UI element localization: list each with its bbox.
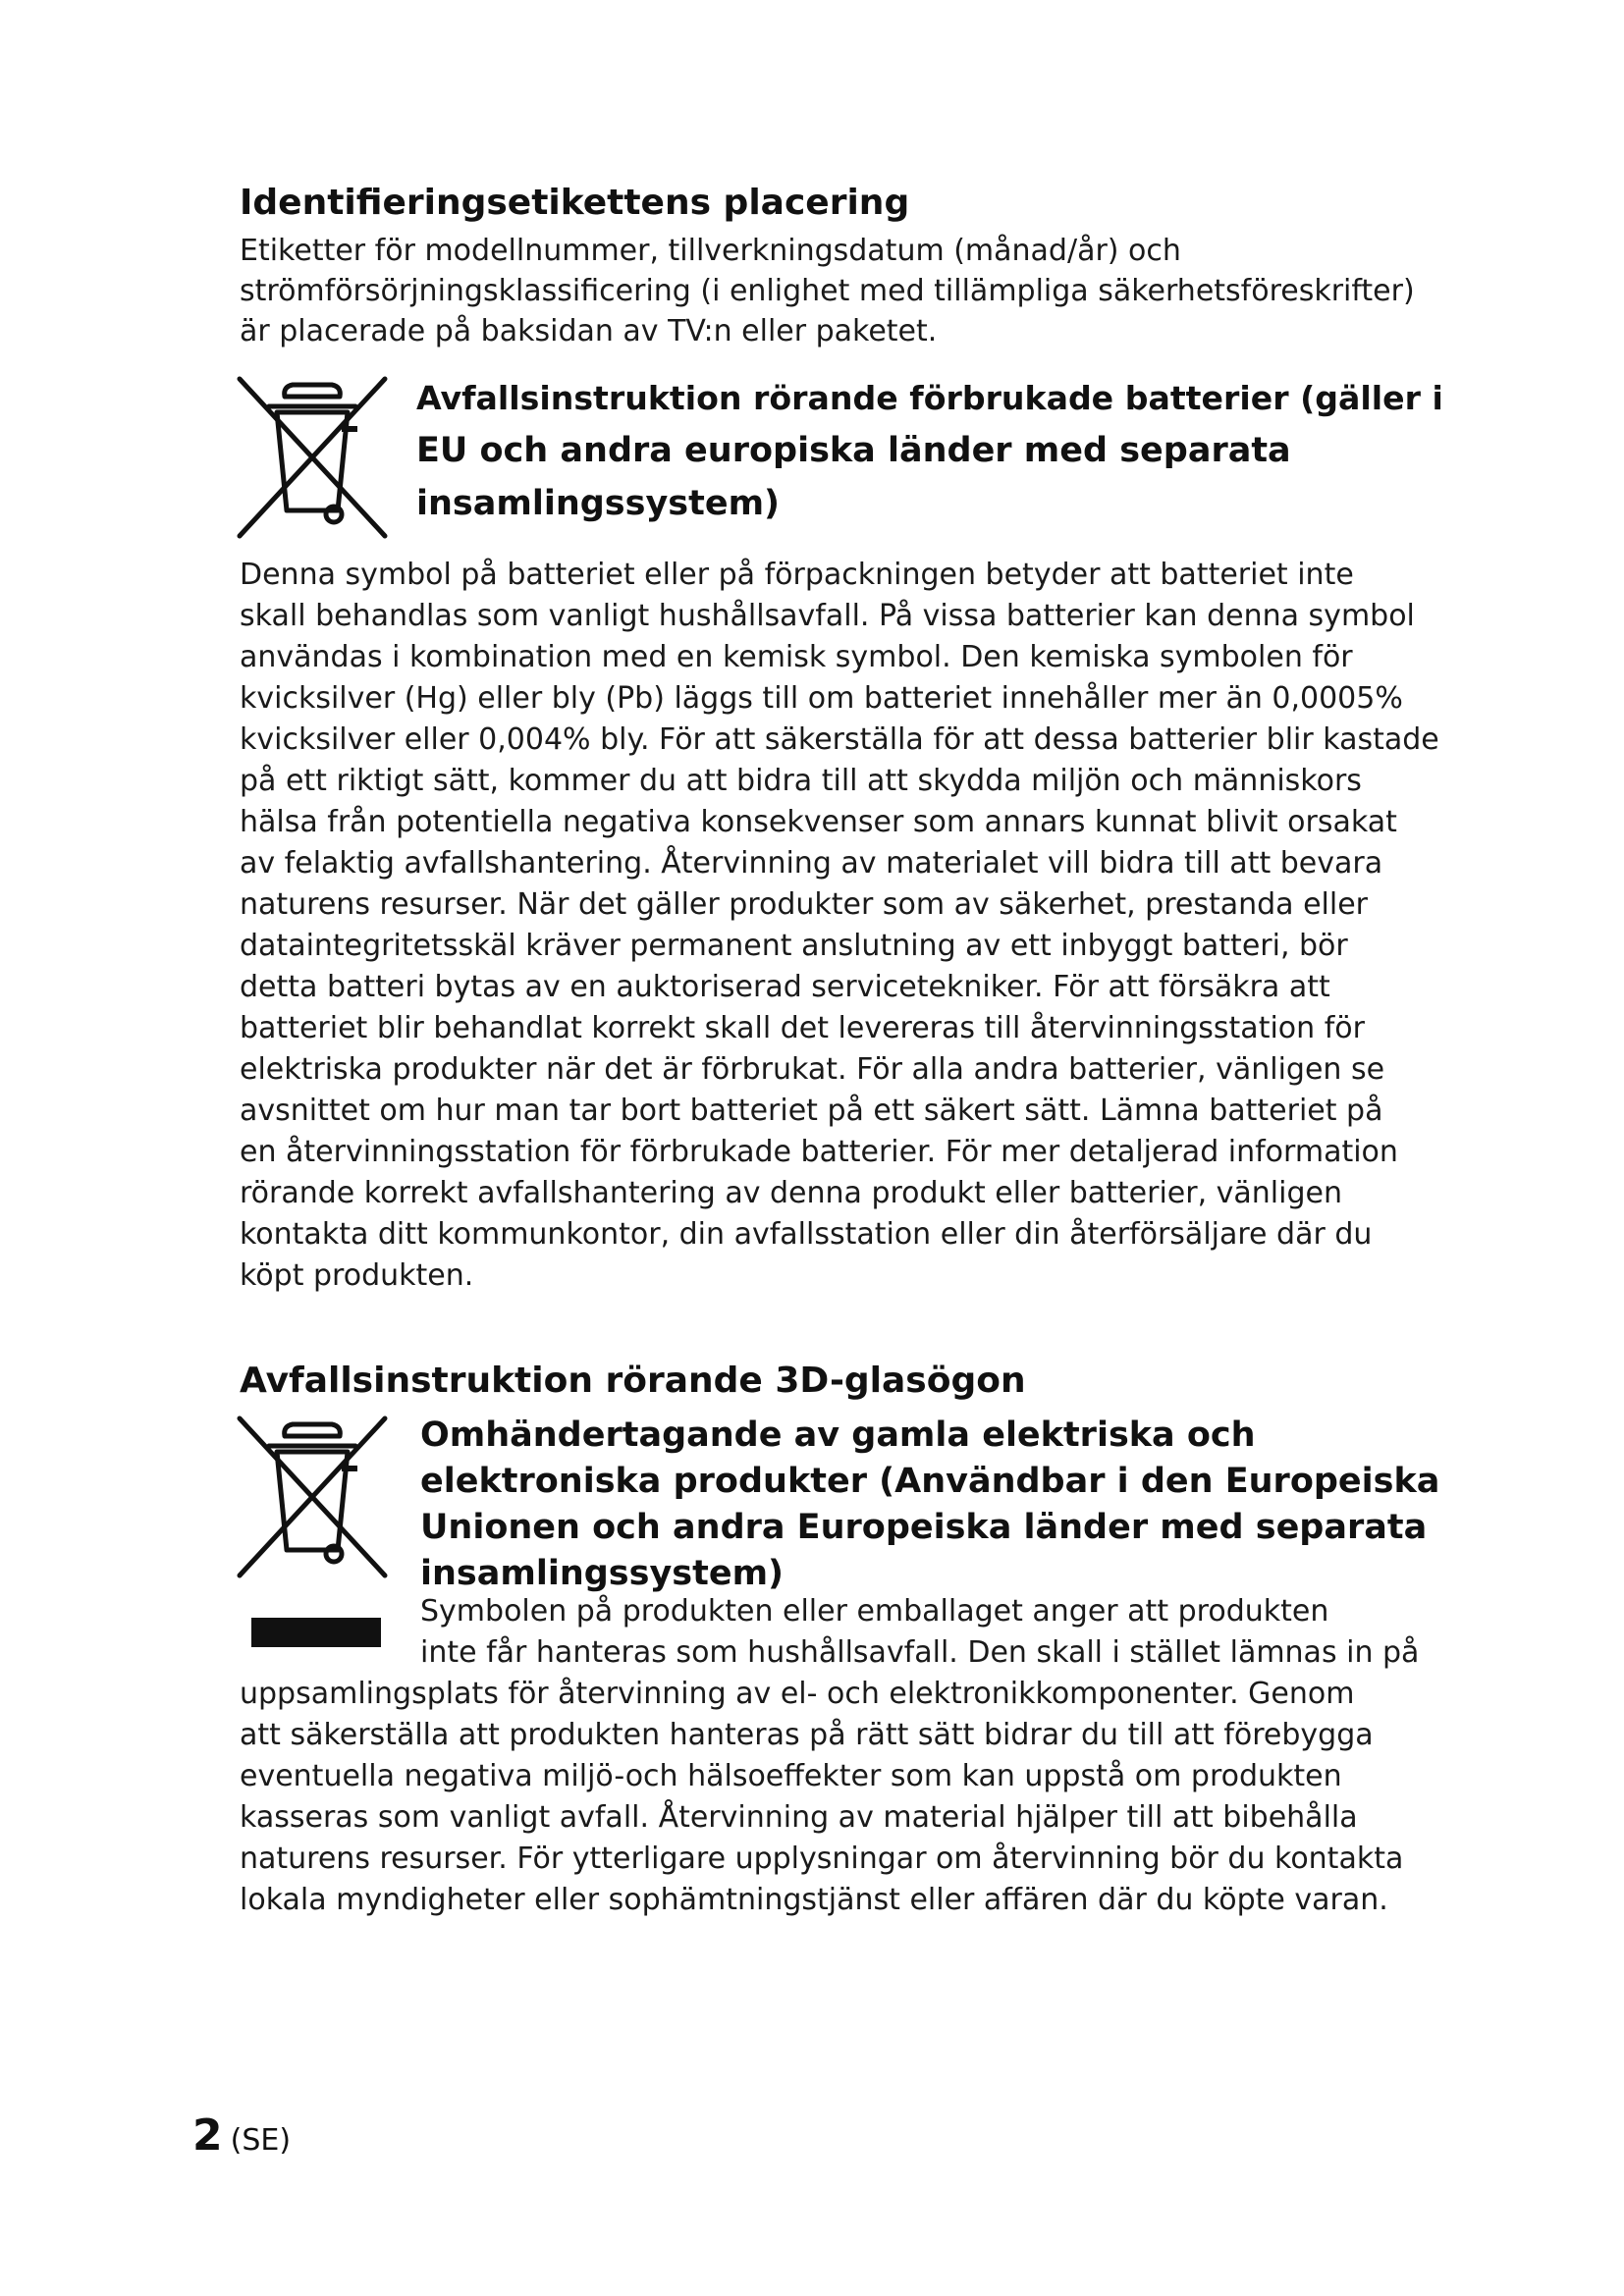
battery-disposal-heading-line: EU och andra europiska länder med separata [416, 431, 1291, 470]
weee-heading-line: elektroniska produkter (Användbar i den Europeiska [420, 1462, 1440, 1501]
page-language-code: (SE) [230, 2123, 292, 2158]
body-line: kvicksilver (Hg) eller bly (Pb) läggs till om batteriet innehåller mer än 0,0005% [240, 681, 1403, 716]
body-line: kasseras som vanligt avfall. Återvinning av material hjälper till att bibehålla [240, 1800, 1358, 1835]
body-line: av felaktig avfallshantering. Återvinning av materialet vill bidra till att bevara [240, 846, 1383, 881]
body-line: en återvinningsstation för förbrukade batterier. För mer detaljerad information [240, 1135, 1398, 1169]
section-title-3d-glasses-disposal: Avfallsinstruktion rörande 3D-glasögon [240, 1361, 1026, 1401]
page-number: 2 [192, 2110, 223, 2161]
body-line: kvicksilver eller 0,004% bly. För att säkerställa för att dessa batterier blir kastade [240, 722, 1439, 757]
body-line: detta batteri bytas av en auktoriserad servicetekniker. För att försäkra att [240, 970, 1330, 1004]
crossed-out-wheelie-bin-icon [236, 375, 389, 540]
body-line: användas i kombination med en kemisk symbol. Den kemiska symbolen för [240, 640, 1353, 674]
body-line: skall behandlas som vanligt hushållsavfall. På vissa batterier kan denna symbol [240, 599, 1415, 633]
body-line: lokala myndigheter eller sophämtningstjänst eller affären där du köpte varan. [240, 1883, 1388, 1917]
body-line: hälsa från potentiella negativa konsekvenser som annars kunnat blivit orsakat [240, 805, 1397, 839]
body-line: uppsamlingsplats för återvinning av el- och elektronikkomponenter. Genom [240, 1677, 1355, 1711]
weee-heading-line: insamlingssystem) [420, 1554, 785, 1593]
body-line: att säkerställa att produkten hanteras på rätt sätt bidrar du till att förebygga [240, 1718, 1374, 1752]
body-line: Symbolen på produkten eller emballaget anger att produkten [420, 1594, 1329, 1629]
body-line: är placerade på baksidan av TV:n eller paketet. [240, 314, 938, 348]
weee-heading-line: Unionen och andra Europeiska länder med separata [420, 1508, 1428, 1547]
body-line: rörande korrekt avfallshantering av denna produkt eller batterier, vänligen [240, 1176, 1342, 1210]
body-line: Denna symbol på batteriet eller på förpackningen betyder att batteriet inte [240, 558, 1354, 592]
body-line: avsnittet om hur man tar bort batteriet på ett säkert sätt. Lämna batteriet på [240, 1094, 1383, 1128]
crossed-out-wheelie-bin-with-bar-icon [236, 1415, 389, 1646]
body-line: köpt produkten. [240, 1258, 474, 1293]
body-line: batteriet blir behandlat korrekt skall det levereras till återvinningsstation för [240, 1011, 1365, 1045]
body-line: Etiketter för modellnummer, tillverkningsdatum (månad/år) och [240, 234, 1181, 268]
body-line: dataintegritetsskäl kräver permanent anslutning av ett inbyggt batteri, bör [240, 929, 1348, 963]
separate-collection-bar [251, 1618, 381, 1647]
body-line: naturens resurser. När det gäller produkter som av säkerhet, prestanda eller [240, 887, 1368, 922]
body-line: naturens resurser. För ytterligare upplysningar om återvinning bör du kontakta [240, 1842, 1404, 1876]
body-line: eventuella negativa miljö-och hälsoeffekter som kan uppstå om produkten [240, 1759, 1342, 1793]
battery-disposal-heading-line: insamlingssystem) [416, 484, 781, 523]
body-line: strömförsörjningsklassificering (i enlighet med tillämpliga säkerhetsföreskrifter) [240, 274, 1415, 308]
section-title-label-placement: Identifieringsetikettens placering [240, 183, 910, 223]
weee-heading-line: Omhändertagande av gamla elektriska och [420, 1415, 1256, 1455]
body-line: elektriska produkter när det är förbrukat. För alla andra batterier, vänligen se [240, 1052, 1385, 1087]
body-line: på ett riktigt sätt, kommer du att bidra till att skydda miljön och människors [240, 764, 1362, 798]
body-line: inte får hanteras som hushållsavfall. Den skall i stället lämnas in på [420, 1635, 1420, 1670]
body-line: kontakta ditt kommunkontor, din avfallsstation eller din återförsäljare där du [240, 1217, 1373, 1252]
page-footer [192, 2110, 291, 2161]
battery-disposal-heading-line: Avfallsinstruktion rörande förbrukade batterier (gäller i [416, 379, 1443, 417]
